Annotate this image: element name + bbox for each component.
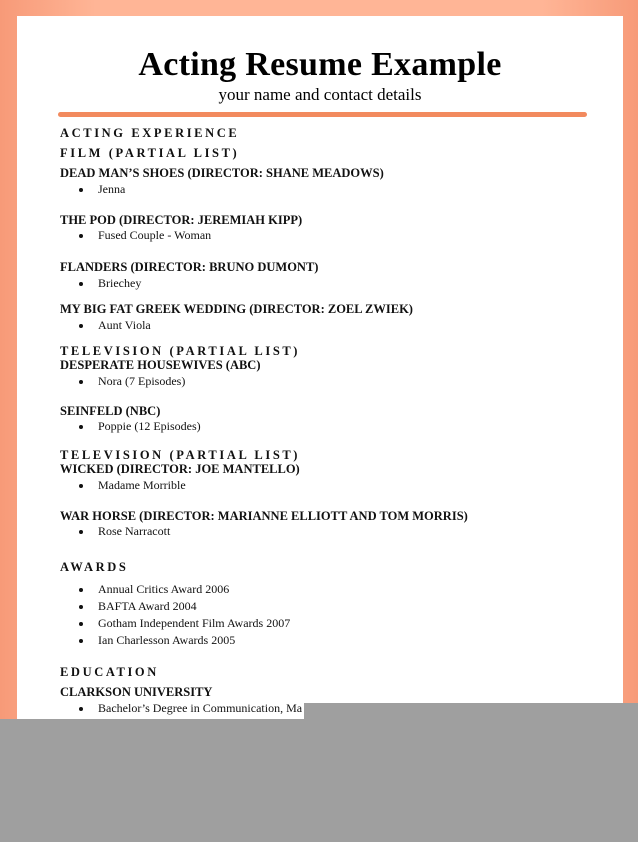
award-item: Ian Charlesson Awards 2005 <box>98 633 236 647</box>
award-item: Annual Critics Award 2006 <box>98 582 230 596</box>
film-entry-title: FLANDERS (DIRECTOR: BRUNO DUMONT) <box>60 260 319 274</box>
tv-entry-title: DESPERATE HOUSEWIVES (ABC) <box>60 358 261 372</box>
film-entry-role: Fused Couple - Woman <box>98 228 212 242</box>
resume-page <box>17 16 623 776</box>
section-heading-education: EDUCATION <box>60 665 159 679</box>
award-item: Gotham Independent Film Awards 2007 <box>98 616 291 630</box>
stage-entry-title: WICKED (DIRECTOR: JOE MANTELLO) <box>60 462 300 476</box>
section-heading-television-2: TELEVISION (PARTIAL LIST) <box>60 448 301 462</box>
film-entry-role: Briechey <box>98 276 142 290</box>
section-heading-television: TELEVISION (PARTIAL LIST) <box>60 344 301 358</box>
section-heading-film: FILM (PARTIAL LIST) <box>60 146 240 160</box>
overlay-panel-top <box>304 703 638 720</box>
resume-title: Acting Resume Example <box>138 46 502 83</box>
tv-entry-role: Nora (7 Episodes) <box>98 374 186 388</box>
overlay-panel <box>0 719 638 842</box>
stage-entry-title: WAR HORSE (DIRECTOR: MARIANNE ELLIOTT AND TOM MORRIS) <box>60 509 468 523</box>
award-item: BAFTA Award 2004 <box>98 599 197 613</box>
film-entry-title: MY BIG FAT GREEK WEDDING (DIRECTOR: ZOEL ZWIEK) <box>60 302 413 316</box>
film-entry-role: Aunt Viola <box>98 318 151 332</box>
tv-entry-role: Poppie (12 Episodes) <box>98 419 201 433</box>
section-heading-acting-experience: ACTING EXPERIENCE <box>60 126 240 140</box>
education-school: CLARKSON UNIVERSITY <box>60 685 213 699</box>
film-entry-role: Jenna <box>98 182 126 196</box>
section-heading-awards: AWARDS <box>60 560 129 574</box>
title-divider <box>58 112 587 117</box>
stage-entry-role: Rose Narracott <box>98 524 171 538</box>
tv-entry-title: SEINFELD (NBC) <box>60 404 161 418</box>
education-degree: Bachelor’s Degree in Communication, Ma <box>98 701 303 715</box>
film-entry-title: DEAD MAN’S SHOES (DIRECTOR: SHANE MEADOWS) <box>60 166 384 180</box>
film-entry-title: THE POD (DIRECTOR: JEREMIAH KIPP) <box>60 213 303 227</box>
stage-entry-role: Madame Morrible <box>98 478 186 492</box>
contact-details: your name and contact details <box>218 85 422 104</box>
